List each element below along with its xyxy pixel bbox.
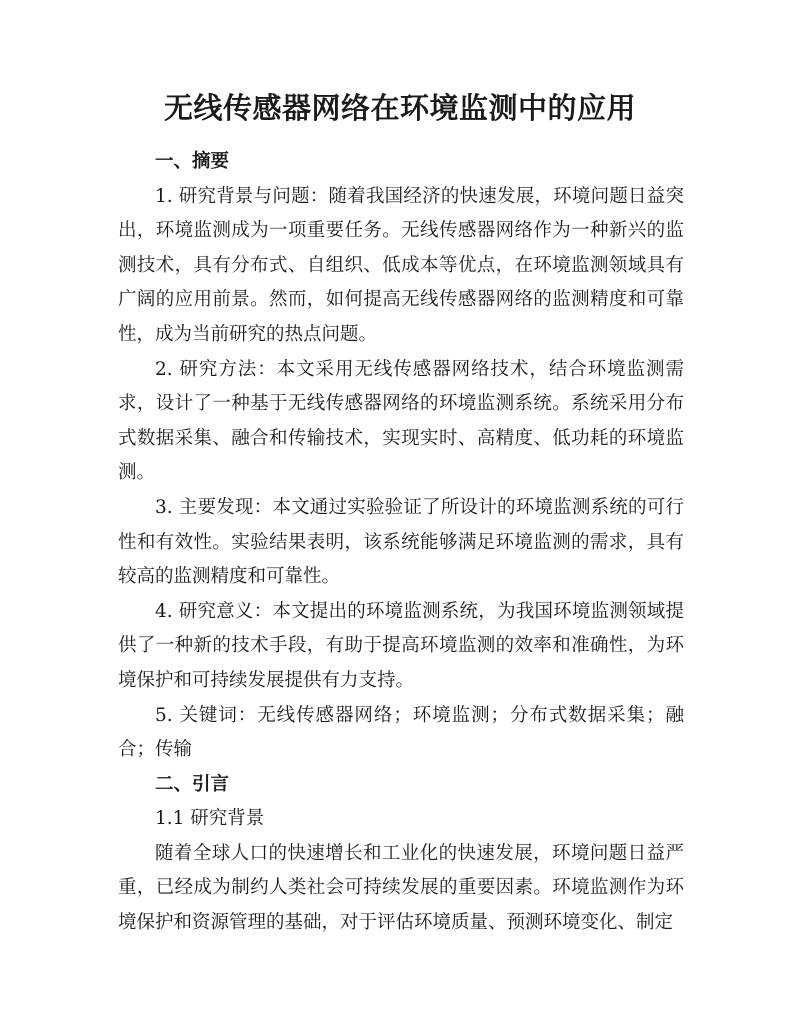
abstract-paragraph-method: 2. 研究方法：本文采用无线传感器网络技术，结合环境监测需求，设计了一种基于无线传感器网络的环境监测系统。系统采用分布式数据采集、融合和传输技术，实现实时、高精度、低功耗的环境监测。 (118, 358, 684, 484)
section-heading-introduction: 二、引言 (155, 773, 230, 795)
abstract-paragraph-keywords: 5. 关键词：无线传感器网络；环境监测；分布式数据采集；融合；传输 (118, 704, 684, 761)
document-body (118, 145, 684, 941)
abstract-paragraph-findings: 3. 主要发现：本文通过实验验证了所设计的环境监测系统的可行性和有效性。实验结果表明，该系统能够满足环境监测的需求，具有较高的监测精度和可靠性。 (118, 496, 684, 588)
abstract-paragraph-background: 1. 研究背景与问题：随着我国经济的快速发展，环境问题日益突出，环境监测成为一项重要任务。无线传感器网络作为一种新兴的监测技术，具有分布式、自组织、低成本等优点，在环境监测领域具有广阔的应用前景。然而，如何提高无线传感器网络的监测精度和可靠性，成为当前研究的热点问题。 (118, 185, 684, 345)
introduction-paragraph: 随着全球人口的快速增长和工业化的快速发展，环境问题日益严重，已经成为制约人类社会可持续发展的重要因素。环境监测作为环境保护和资源管理的基础，对于评估环境质量、预测环境变化、制定 (118, 842, 684, 934)
subsection-heading-background: 1.1 研究背景 (155, 808, 265, 830)
abstract-paragraph-significance: 4. 研究意义：本文提出的环境监测系统，为我国环境监测领域提供了一种新的技术手段，有助于提高环境监测的效率和准确性，为环境保护和可持续发展提供有力支持。 (118, 600, 684, 691)
section-heading-abstract: 一、摘要 (155, 151, 230, 172)
document-title: 无线传感器网络在环境监测中的应用 (163, 91, 636, 125)
